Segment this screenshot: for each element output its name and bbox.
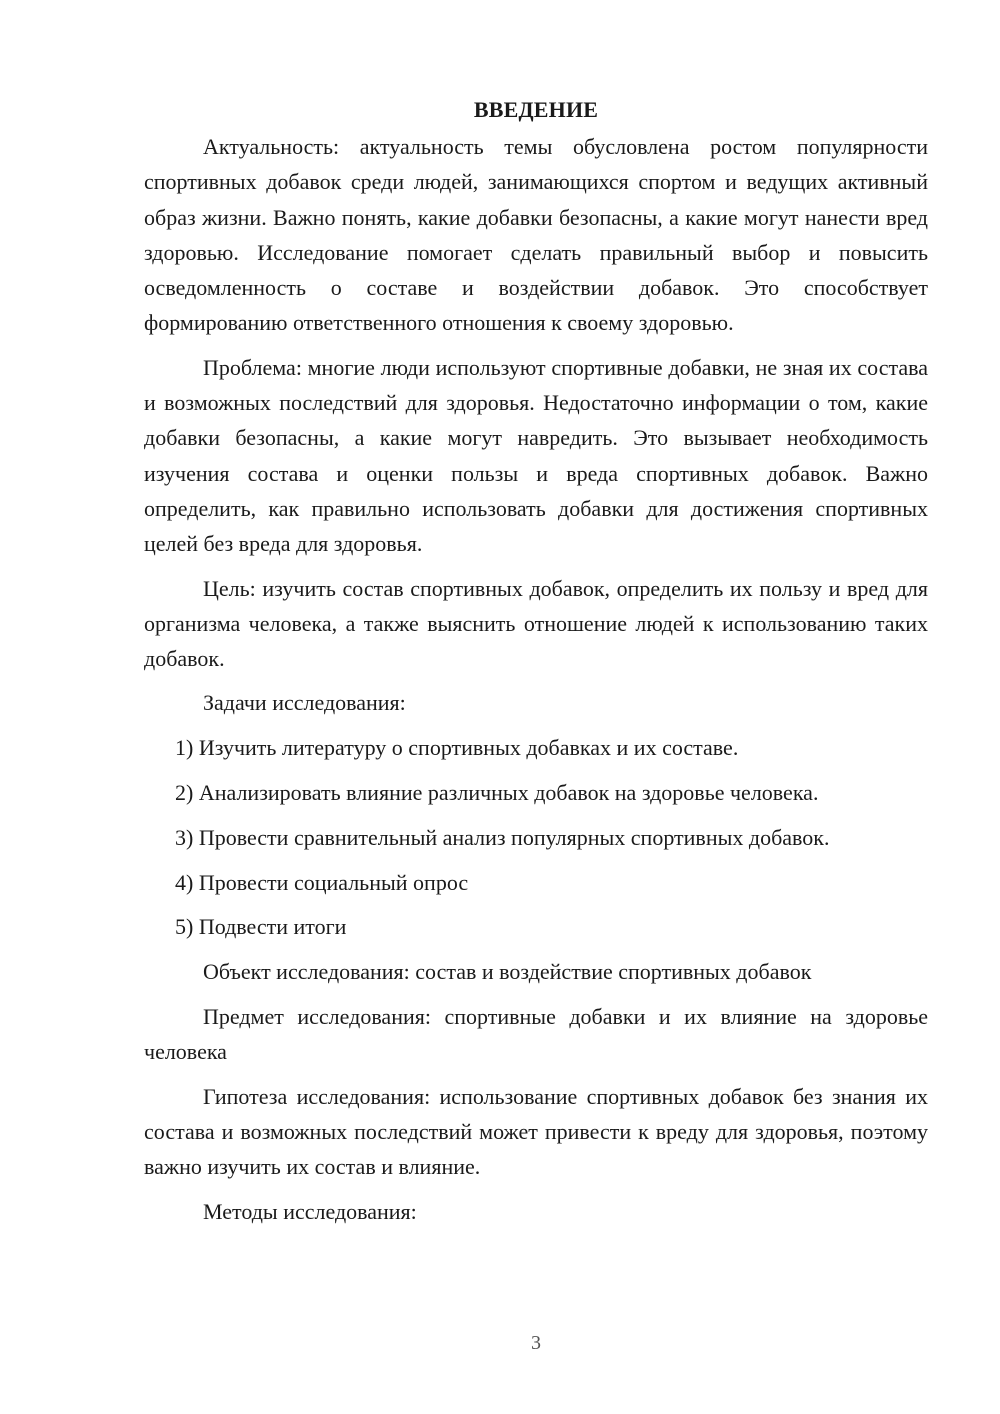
paragraph-problem: Проблема: многие люди используют спортивные добавки, не зная их состава и возможных последствий для здоровья. Недостаточно информации о том, какие добавки безопасны, а какие могут навредить. Это вызывает необходимость изучения состава и оценки пользы и вреда спортивных добавок. Важно определить, как правильно использовать добавки для достижения спортивных целей без вреда для здоровья. (144, 354, 928, 557)
methods-heading: Методы исследования: (203, 1198, 417, 1224)
paragraph-hypothesis: Гипотеза исследования: использование спортивных добавок без знания их состава и возможных последствий может привести к вреду для здоровья, поэтому важно изучить их состав и влияние. (144, 1083, 928, 1180)
list-item: 3) Провести сравнительный анализ популярных спортивных добавок. (175, 824, 830, 850)
paragraph-relevance: Актуальность: актуальность темы обусловлена ростом популярности спортивных добавок среди людей, занимающихся спортом и ведущих активный образ жизни. Важно понять, какие добавки безопасны, а какие могут нанести вред здоровью. Исследование помогает сделать правильный выбор и повысить осведомленность о составе и воздействии добавок. Это способствует формированию ответственного отношения к своему здоровью. (144, 134, 928, 336)
page-title: ВВЕДЕНИЕ (473, 97, 599, 122)
page-number: 3 (531, 1332, 541, 1354)
tasks-list (144, 730, 928, 944)
list-item: 5) Подвести итоги (175, 914, 347, 940)
document-page (144, 92, 928, 1238)
paragraph-subject: Предмет исследования: спортивные добавки и их влияние на здоровье человека (144, 1004, 928, 1065)
paragraph-object: Объект исследования: состав и воздействие спортивных добавок (203, 959, 812, 985)
list-item: 1) Изучить литературу о спортивных добавках и их составе. (175, 735, 739, 761)
paragraph-goal: Цель: изучить состав спортивных добавок, определить их пользу и вред для организма человека, а также выяснить отношение людей к использованию таких добавок. (144, 575, 928, 672)
list-item: 4) Провести социальный опрос (175, 869, 469, 895)
list-item: 2) Анализировать влияние различных добавок на здоровье человека. (175, 780, 819, 806)
tasks-heading: Задачи исследования: (203, 690, 406, 716)
